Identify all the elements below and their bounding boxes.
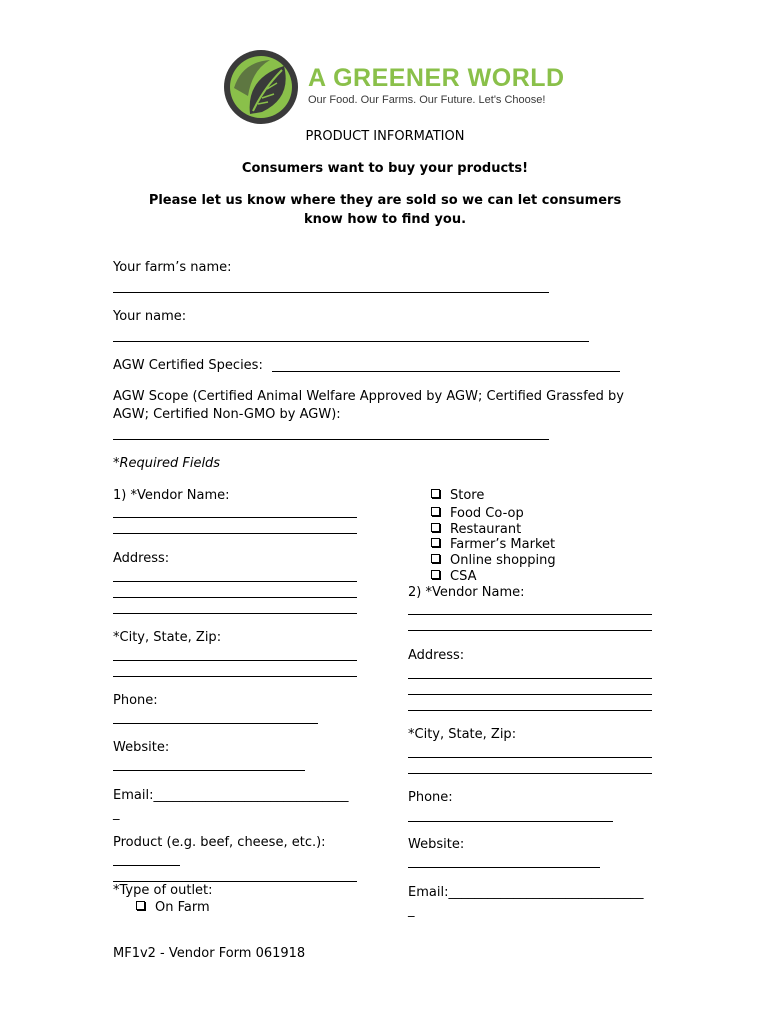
leaf-globe-icon bbox=[222, 48, 300, 126]
vendor1-email-label[interactable]: Email:______________________________ bbox=[113, 788, 349, 803]
vendor2-address-input-2[interactable] bbox=[408, 694, 652, 695]
vendor1-address-input-2[interactable] bbox=[113, 597, 357, 598]
intro-line-2a: Please let us know where they are sold so we can let consumers bbox=[148, 193, 622, 208]
outlet-csa-label: CSA bbox=[450, 569, 477, 584]
logo bbox=[222, 48, 565, 128]
page-title: PRODUCT INFORMATION bbox=[305, 129, 465, 144]
checkbox-icon bbox=[431, 523, 440, 532]
vendor1-product-label: Product (e.g. beef, cheese, etc.): bbox=[113, 835, 326, 850]
outlet-store-label: Store bbox=[450, 488, 485, 503]
vendor2-address-input-3[interactable] bbox=[408, 710, 652, 711]
checkbox-icon bbox=[431, 554, 440, 563]
outlet-on-farm-label: On Farm bbox=[155, 900, 210, 915]
scope-input[interactable] bbox=[113, 439, 549, 440]
checkbox-icon bbox=[431, 570, 440, 579]
intro-line-2b: know how to find you. bbox=[303, 212, 467, 227]
outlet-store-checkbox[interactable] bbox=[431, 488, 484, 503]
vendor2-name-label: 2) *Vendor Name: bbox=[408, 585, 525, 600]
form-footer: MF1v2 - Vendor Form 061918 bbox=[113, 946, 306, 961]
farm-name-input[interactable] bbox=[113, 292, 549, 293]
vendor1-city-input[interactable] bbox=[113, 660, 357, 661]
vendor1-email-tail: _ bbox=[113, 806, 120, 821]
outlet-farmers-market-label: Farmer’s Market bbox=[450, 537, 556, 552]
intro-line-1: Consumers want to buy your products! bbox=[241, 161, 529, 176]
vendor1-name-label: 1) *Vendor Name: bbox=[113, 488, 230, 503]
outlet-csa-checkbox[interactable] bbox=[431, 569, 476, 584]
vendor1-website-input[interactable] bbox=[113, 770, 305, 771]
vendor1-product-input-2[interactable] bbox=[113, 881, 357, 882]
vendor1-phone-label: Phone: bbox=[113, 693, 158, 708]
vendor2-website-input[interactable] bbox=[408, 867, 600, 868]
vendor1-product-input[interactable] bbox=[113, 865, 180, 866]
outlet-restaurant-label: Restaurant bbox=[450, 522, 522, 537]
outlet-food-coop-label: Food Co-op bbox=[450, 506, 524, 521]
vendor1-address-input[interactable] bbox=[113, 581, 357, 582]
vendor2-email-tail: _ bbox=[408, 903, 415, 918]
vendor1-address-label: Address: bbox=[113, 551, 170, 566]
scope-label-a: AGW Scope (Certified Animal Welfare Approved by AGW; Certified Grassfed by bbox=[113, 389, 624, 404]
vendor2-address-input[interactable] bbox=[408, 678, 652, 679]
your-name-label: Your name: bbox=[113, 309, 187, 324]
vendor1-city-input-2[interactable] bbox=[113, 676, 357, 677]
brand-tagline: Our Food. Our Farms. Our Future. Let's Choose! bbox=[308, 94, 546, 106]
vendor1-name-input[interactable] bbox=[113, 517, 357, 518]
vendor1-name-input-2[interactable] bbox=[113, 533, 357, 534]
vendor2-phone-label: Phone: bbox=[408, 790, 453, 805]
vendor2-name-input[interactable] bbox=[408, 614, 652, 615]
vendor1-website-label: Website: bbox=[113, 740, 170, 755]
vendor2-address-label: Address: bbox=[408, 648, 465, 663]
checkbox-icon bbox=[431, 507, 440, 516]
vendor1-city-label: *City, State, Zip: bbox=[113, 630, 222, 645]
species-label: AGW Certified Species: bbox=[113, 358, 263, 373]
outlet-on-farm-checkbox[interactable] bbox=[136, 900, 210, 915]
vendor2-email-label[interactable]: Email:______________________________ bbox=[408, 885, 644, 900]
vendor1-type-label: *Type of outlet: bbox=[113, 883, 213, 898]
vendor1-phone-input[interactable] bbox=[113, 723, 318, 724]
outlet-online-shopping-label: Online shopping bbox=[450, 553, 556, 568]
your-name-input[interactable] bbox=[113, 341, 589, 342]
farm-name-label: Your farm’s name: bbox=[113, 260, 232, 275]
vendor1-address-input-3[interactable] bbox=[113, 613, 357, 614]
vendor2-phone-input[interactable] bbox=[408, 821, 613, 822]
scope-label-b: AGW; Certified Non-GMO by AGW): bbox=[113, 407, 341, 422]
required-note: *Required Fields bbox=[113, 456, 221, 471]
vendor2-city-input-2[interactable] bbox=[408, 773, 652, 774]
vendor2-city-label: *City, State, Zip: bbox=[408, 727, 517, 742]
outlet-farmers-market-checkbox[interactable] bbox=[431, 537, 555, 552]
outlet-online-shopping-checkbox[interactable] bbox=[431, 553, 556, 568]
checkbox-icon bbox=[431, 489, 440, 498]
species-input[interactable] bbox=[272, 371, 620, 372]
outlet-food-coop-checkbox[interactable] bbox=[431, 506, 524, 521]
vendor2-name-input-2[interactable] bbox=[408, 630, 652, 631]
checkbox-icon bbox=[136, 901, 145, 910]
vendor2-website-label: Website: bbox=[408, 837, 465, 852]
brand-name: A GREENER WORLD bbox=[308, 64, 565, 92]
outlet-restaurant-checkbox[interactable] bbox=[431, 522, 521, 537]
vendor2-city-input[interactable] bbox=[408, 757, 652, 758]
checkbox-icon bbox=[431, 538, 440, 547]
